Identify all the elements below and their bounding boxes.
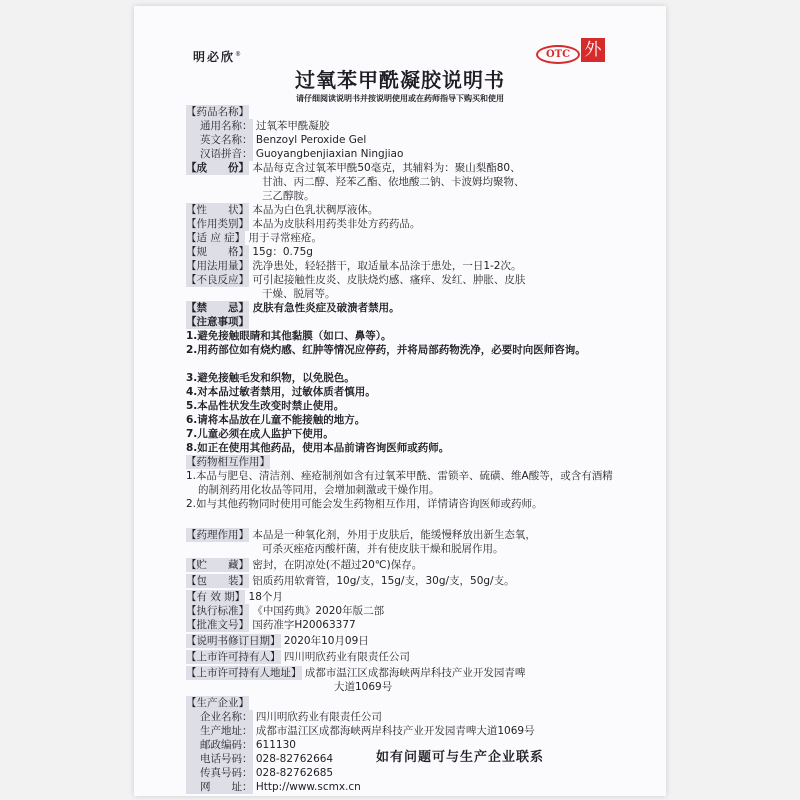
adverse-line-2: 干燥、脱屑等。: [262, 288, 336, 300]
note-item: 7.儿童必须在成人监护下使用。: [186, 428, 334, 440]
spec-row: 【规 格】 15g：0.75g: [186, 246, 313, 258]
document-title: 过氧苯甲酰凝胶说明书: [295, 68, 505, 92]
document-subtitle: 请仔细阅读说明书并按说明使用或在药师指导下购买和使用: [296, 94, 504, 103]
note-item: 5.本品性状发生改变时禁止使用。: [186, 400, 345, 412]
package-row: 【包 装】 铝质药用软膏管，10g/支，15g/支，30g/支，50g/支。: [186, 575, 515, 587]
composition-row: 【成 份】 本品每克含过氧苯甲酰50毫克，其辅料为：聚山梨酯80、: [186, 162, 521, 174]
contraindication-row: 【禁 忌】 皮肤有急性炎症及破溃者禁用。: [186, 302, 400, 314]
storage-row: 【贮 藏】 密封，在阴凉处(不超过20℃)保存。: [186, 559, 423, 571]
mah-address-row: 【上市许可持有人地址】 成都市温江区成都海峡两岸科技产业开发园青啤: [186, 667, 526, 679]
adverse-row: 【不良反应】 可引起接触性皮炎、皮肤烧灼感、瘙痒、发红、肿胀、皮肤: [186, 274, 526, 286]
composition-line-3: 三乙醇胺。: [262, 190, 315, 202]
interaction-header: 【药物相互作用】: [186, 456, 270, 468]
drug-name-header: 【药品名称】: [186, 106, 249, 118]
website-row: 网 址： Http://www.scmx.cn: [186, 780, 626, 794]
common-name-row: 通用名称： 过氧苯甲酰凝胶: [186, 119, 626, 133]
mah-address-line-2: 大道1069号: [334, 681, 393, 693]
pinyin-row: 汉语拼音： Guoyangbenjiaxian Ningjiao: [186, 147, 626, 161]
pharmacology-line-2: 可杀灭痤疮丙酸杆菌，并有使皮肤干燥和脱屑作用。: [262, 543, 504, 555]
indication-row: 【适 应 症】 用于寻常痤疮。: [186, 232, 323, 244]
composition-line-2: 甘油、丙二醇、羟苯乙酯、依地酸二钠、卡波姆均聚物、: [262, 176, 525, 188]
mah-row: 【上市许可持有人】 四川明欣药业有限责任公司: [186, 651, 410, 663]
fax-row: 传真号码： 028-82762685: [186, 766, 626, 780]
note-item: 1.避免接触眼睛和其他黏膜（如口、鼻等）。: [186, 330, 392, 342]
note-item: 2.用药部位如有烧灼感、红肿等情况应停药，并将局部药物洗净，必要时向医师咨询。: [186, 344, 586, 356]
manufacturer-name-row: 企业名称： 四川明欣药业有限责任公司: [186, 710, 626, 724]
manufacturer-header: 【生产企业】: [186, 697, 249, 709]
english-name-row: 英文名称： Benzoyl Peroxide Gel: [186, 133, 626, 147]
standard-row: 【执行标准】 《中国药典》2020年版二部: [186, 605, 385, 617]
phone-row: 电话号码： 028-82762664: [186, 752, 626, 766]
validity-row: 【有 效 期】 18个月: [186, 591, 283, 603]
revision-row: 【说明书修订日期】 2020年10月09日: [186, 635, 369, 647]
pharmacology-row: 【药理作用】 本品是一种氧化剂，外用于皮肤后，能缓慢释放出新生态氧，: [186, 529, 536, 541]
approval-row: 【批准文号】 国药准字H20063377: [186, 619, 356, 631]
external-use-badge: 外: [581, 38, 605, 62]
note-item: 4.对本品过敏者禁用，过敏体质者慎用。: [186, 386, 376, 398]
manufacturer-address-row: 生产地址： 成都市温江区成都海峡两岸科技产业开发园青啤大道1069号: [186, 724, 626, 738]
otc-badge: OTC: [536, 45, 580, 64]
brand-logo: 明必欣®: [193, 50, 244, 64]
category-row: 【作用类别】 本品为皮肤科用药类非处方药药品。: [186, 218, 421, 230]
footer-contact: 如有问题可与生产企业联系: [375, 750, 544, 765]
postcode-row: 邮政编码： 611130: [186, 738, 626, 752]
note-item: 8.如正在使用其他药品，使用本品前请咨询医师或药师。: [186, 442, 450, 454]
interaction-item: 1.本品与肥皂、清洁剂、痤疮制剂如含有过氧苯甲酰、雷锁辛、硫磺、维A酸等，或含有酒精的制剂药用化妆品等同用，会增加刺激或干燥作用。: [186, 470, 613, 496]
note-item: 3.避免接触毛发和织物，以免脱色。: [186, 372, 355, 384]
notes-header: 【注意事项】: [186, 316, 249, 328]
interaction-item: 2.如与其他药物同时使用可能会发生药物相互作用，详情请咨询医师或药师。: [186, 498, 543, 510]
usage-row: 【用法用量】 洗净患处，轻轻揩干，取适量本品涂于患处，一日1-2次。: [186, 260, 522, 272]
note-item: 6.请将本品放在儿童不能接触的地方。: [186, 414, 366, 426]
character-row: 【性 状】 本品为白色乳状稠厚液体。: [186, 204, 379, 216]
